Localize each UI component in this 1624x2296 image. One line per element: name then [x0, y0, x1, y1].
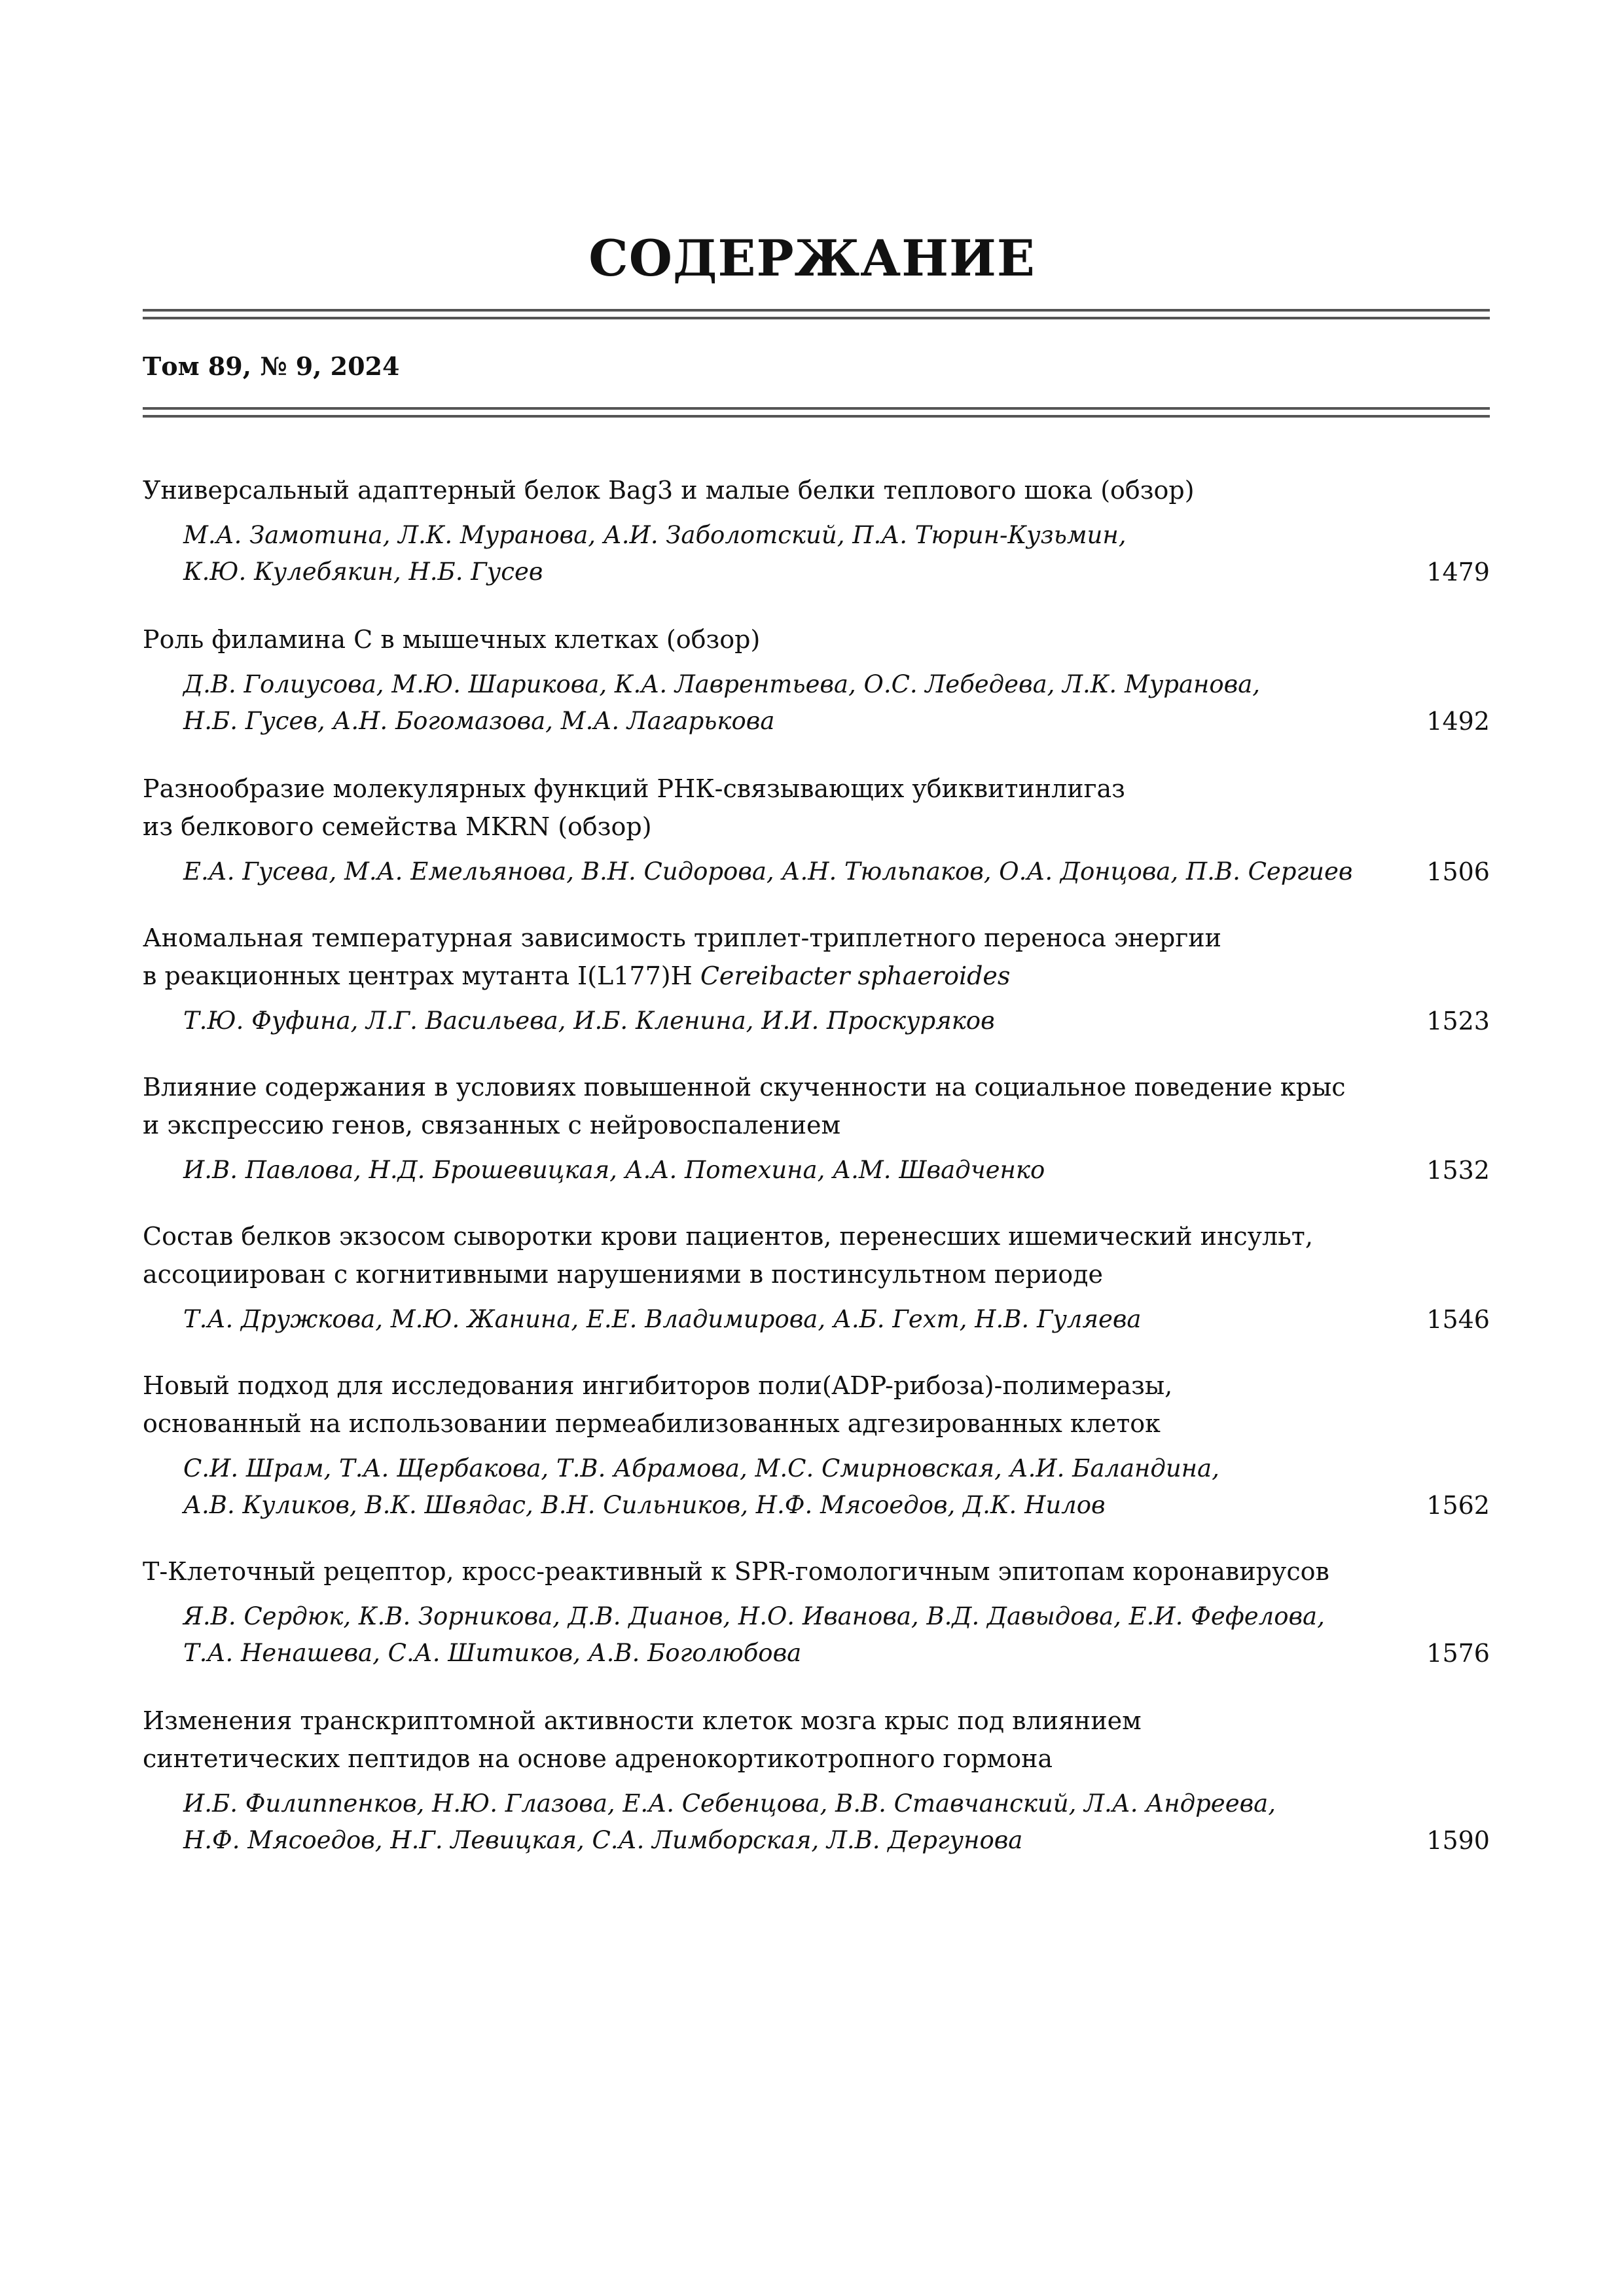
authors-line: Т.А. Ненашева, С.А. Шитиков, А.В. Боголюбова	[183, 1639, 802, 1667]
article-title[interactable]	[143, 1367, 1490, 1443]
article-title-line: Универсальный адаптерный белок Bag3 и малые белки теплового шока (обзор)	[143, 476, 1195, 505]
toc-entry[interactable]	[143, 620, 1490, 740]
species-name: Cereibacter sphaeroides	[700, 961, 1011, 990]
title-rule-bottom	[143, 317, 1490, 319]
authors-line: Т.Ю. Фуфина, Л.Г. Васильева, И.Б. Кленина, И.И. Проскуряков	[183, 1007, 995, 1035]
toc-entry[interactable]	[143, 1702, 1490, 1859]
article-title[interactable]	[143, 770, 1490, 846]
authors-line: С.И. Шрам, Т.А. Щербакова, Т.В. Абрамова, М.С. Смирновская, А.И. Баландина,	[183, 1454, 1219, 1482]
issue-rule-bottom	[143, 415, 1490, 418]
toc-entry[interactable]	[143, 1552, 1490, 1672]
authors-line: И.Б. Филиппенков, Н.Ю. Глазова, Е.А. Себенцова, В.В. Ставчанский, Л.А. Андреева,	[183, 1789, 1276, 1818]
authors-line: Я.В. Сердюк, К.В. Зорникова, Д.В. Дианов, Н.О. Иванова, В.Д. Давыдова, Е.И. Фефелова,	[183, 1602, 1325, 1630]
authors-line: К.Ю. Кулебякин, Н.Б. Гусев	[183, 558, 543, 586]
issue-rule-top	[143, 407, 1490, 410]
toc-entry[interactable]	[143, 1367, 1490, 1524]
article-title[interactable]	[143, 1217, 1490, 1293]
page-number[interactable]: 1523	[1426, 1007, 1490, 1035]
authors-line: Н.Б. Гусев, А.Н. Богомазова, М.А. Лагарькова	[183, 707, 775, 735]
page-number[interactable]: 1492	[1426, 707, 1490, 736]
toc-entry[interactable]	[143, 1217, 1490, 1338]
article-title[interactable]	[143, 919, 1490, 995]
authors-line: И.В. Павлова, Н.Д. Брошевицкая, А.А. Потехина, А.М. Швадченко	[183, 1156, 1045, 1184]
page-number[interactable]: 1506	[1426, 857, 1490, 886]
toc-entry[interactable]	[143, 770, 1490, 890]
article-title-line: Разнообразие молекулярных функций РНК-связывающих убиквитинлигаз	[143, 774, 1125, 803]
authors-line: Т.А. Дружкова, М.Ю. Жанина, Е.Е. Владимирова, А.Б. Гехт, Н.В. Гуляева	[183, 1305, 1142, 1333]
article-title-line	[143, 957, 1490, 995]
article-authors	[143, 1003, 1490, 1039]
article-title-line: Состав белков экзосом сыворотки крови пациентов, перенесших ишемический инсульт,	[143, 1222, 1313, 1251]
page-number[interactable]: 1576	[1426, 1639, 1490, 1668]
page-number[interactable]: 1546	[1426, 1305, 1490, 1334]
article-title-line: синтетических пептидов на основе адренокортикотропного гормона	[143, 1744, 1053, 1773]
article-title-line: Аномальная температурная зависимость триплет-триплетного переноса энергии	[143, 924, 1221, 952]
page-number[interactable]: 1562	[1426, 1491, 1490, 1520]
authors-line: М.А. Замотина, Л.К. Муранова, А.И. Заболотский, П.А. Тюрин-Кузьмин,	[183, 521, 1127, 549]
article-authors	[143, 853, 1490, 890]
article-authors	[143, 1450, 1490, 1524]
article-title[interactable]	[143, 471, 1490, 509]
authors-line: Е.А. Гусева, М.А. Емельянова, В.Н. Сидорова, А.Н. Тюльпаков, О.А. Донцова, П.В. Сергиев	[183, 857, 1353, 886]
authors-line: А.В. Куликов, В.К. Швядас, В.Н. Сильников, Н.Ф. Мясоедов, Д.К. Нилов	[183, 1491, 1106, 1519]
article-title-segment: в реакционных центрах мутанта I(L177)H	[143, 961, 700, 990]
article-authors	[143, 1152, 1490, 1189]
article-title-line: из белкового семейства MKRN (обзор)	[143, 812, 652, 841]
article-title-line: основанный на использовании пермеабилизованных адгезированных клеток	[143, 1409, 1161, 1438]
article-title-line: Влияние содержания в условиях повышенной скученности на социальное поведение крыс	[143, 1073, 1346, 1102]
article-title[interactable]	[143, 1552, 1490, 1590]
article-title-line: Изменения транскриптомной активности клеток мозга крыс под влиянием	[143, 1706, 1142, 1735]
article-title-line: Новый подход для исследования ингибиторов поли(ADP-рибоза)-полимеразы,	[143, 1371, 1173, 1400]
article-title-line: Т-Клеточный рецептор, кросс-реактивный к SPR-гомологичным эпитопам коронавирусов	[143, 1557, 1329, 1586]
article-authors	[143, 1598, 1490, 1672]
page-number[interactable]: 1532	[1426, 1156, 1490, 1185]
article-title-line: и экспрессию генов, связанных с нейровоспалением	[143, 1111, 841, 1139]
article-title-line: Роль филамина С в мышечных клетках (обзор)	[143, 625, 761, 654]
page-number[interactable]: 1590	[1426, 1826, 1490, 1855]
article-authors	[143, 1301, 1490, 1338]
article-title-line: ассоциирован с когнитивными нарушениями в постинсультном периоде	[143, 1260, 1103, 1289]
toc-entry[interactable]	[143, 471, 1490, 590]
page-title: СОДЕРЖАНИЕ	[588, 229, 1036, 287]
article-title[interactable]	[143, 1068, 1490, 1144]
article-authors	[143, 666, 1490, 740]
authors-line: Н.Ф. Мясоедов, Н.Г. Левицкая, С.А. Лимборская, Л.В. Дергунова	[183, 1826, 1023, 1854]
article-authors	[143, 1785, 1490, 1859]
title-rule-top	[143, 309, 1490, 312]
article-title[interactable]	[143, 620, 1490, 658]
article-title[interactable]	[143, 1702, 1490, 1778]
authors-line: Д.В. Голиусова, М.Ю. Шарикова, К.А. Лаврентьева, О.С. Лебедева, Л.К. Муранова,	[183, 670, 1261, 698]
issue-info: Том 89, № 9, 2024	[143, 351, 400, 381]
toc-entry[interactable]	[143, 1068, 1490, 1189]
page-number[interactable]: 1479	[1426, 558, 1490, 586]
toc-entry[interactable]	[143, 919, 1490, 1039]
article-authors	[143, 517, 1490, 590]
